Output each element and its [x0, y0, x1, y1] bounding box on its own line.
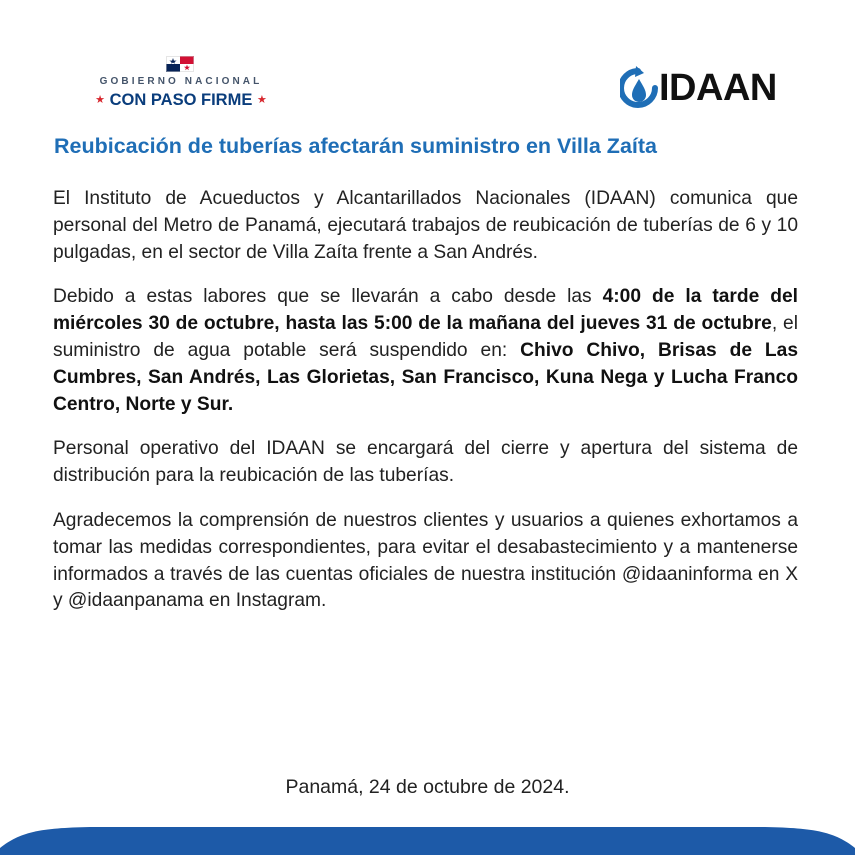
release-date: Panamá, 24 de octubre de 2024. [285, 776, 570, 798]
paragraph-2-affected-areas: Chivo Chivo, Brisas de Las Cumbres, San Andrés, Las Glorietas, San Francisco, Kuna Nega y Lucha Franco Centro, Norte y Sur. [53, 339, 798, 415]
paragraph-2-text-2: , el suministro de agua potable será suspendido en: [53, 313, 798, 361]
star-icon: ★ [256, 94, 267, 106]
panama-flag-icon [166, 56, 194, 72]
gobierno-nacional-logo [78, 56, 284, 112]
paragraph-1: El Instituto de Acueductos y Alcantarillados Nacionales (IDAAN) comunica que personal del Metro de Panamá, ejecutará trabajos de reubicación de tuberías de 6 y 10 pulgadas, en el sector de Villa Zaíta frente a San Andrés. [53, 188, 798, 263]
footer-wave-band [0, 822, 855, 855]
paragraph-2 [53, 284, 798, 418]
paragraph-3: Personal operativo del IDAAN se encargará del cierre y apertura del sistema de distribución para la reubicación de las tuberías. [53, 438, 798, 487]
paragraph-2-text-1: Debido a estas labores que se llevarán a cabo desde las [53, 286, 603, 308]
gov-logo-line2: CON PASO FIRME [109, 91, 253, 109]
water-drop-cycle-icon [620, 66, 658, 112]
star-icon: ★ [95, 94, 106, 106]
gov-logo-line1: GOBIERNO NACIONAL [99, 76, 263, 87]
press-release-title: Reubicación de tuberías afectarán suministro en Villa Zaíta [54, 134, 657, 158]
paragraph-2-schedule: 4:00 de la tarde del miércoles 30 de octubre, hasta las 5:00 de la mañana del jueves 31 de octubre [53, 286, 798, 335]
paragraph-4: Agradecemos la comprensión de nuestros clientes y usuarios a quienes exhortamos a tomar las medidas correspondientes, para evitar el desabastecimiento y a mantenerse informados a través de las cuentas oficiales de nuestra institución @idaaninforma en X y @idaanpanama en Instagram. [53, 509, 798, 612]
idaan-logo [620, 66, 792, 114]
idaan-wordmark: IDAAN [659, 67, 777, 109]
gov-logo-line2-row [78, 91, 284, 110]
press-release-body [53, 186, 798, 633]
